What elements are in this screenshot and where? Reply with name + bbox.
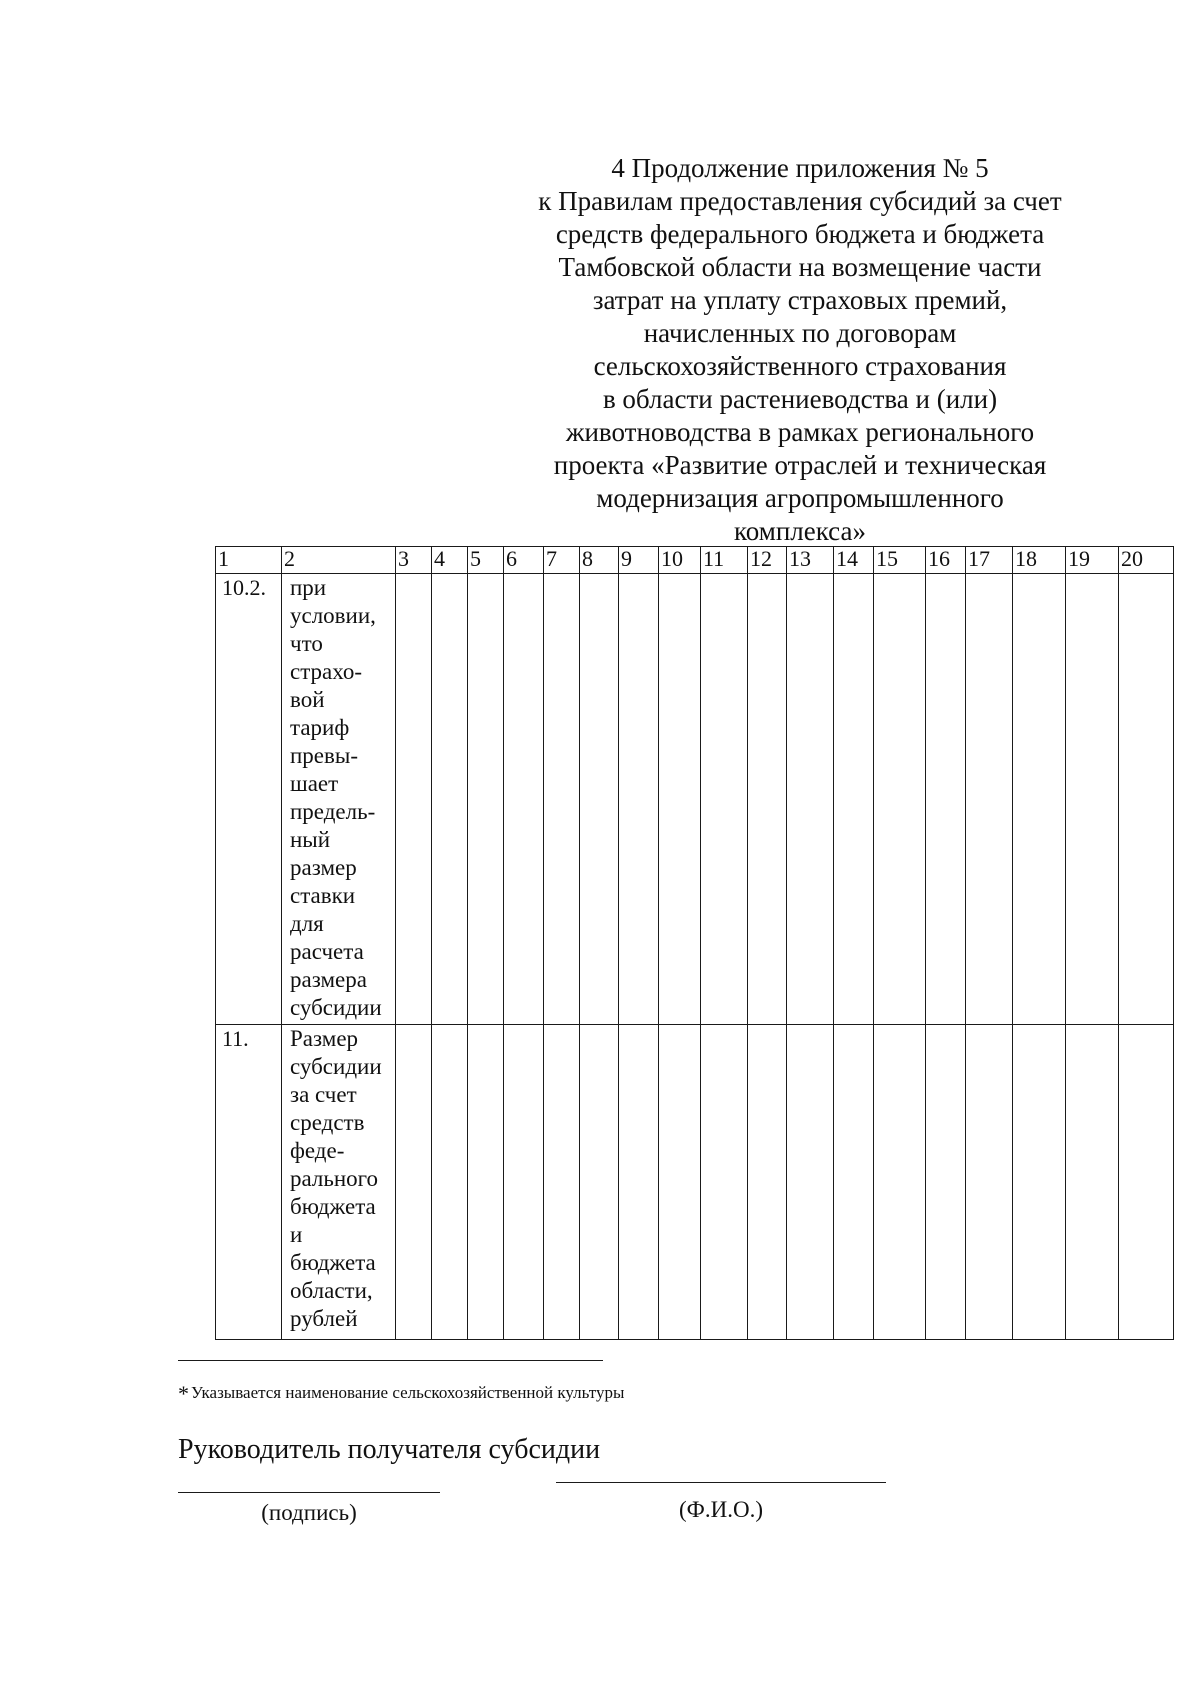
column-header: 9 <box>619 547 659 574</box>
header-line: комплекса» <box>734 516 866 546</box>
row-description-line: области, <box>290 1277 373 1303</box>
row-description-line: тариф <box>290 715 350 741</box>
footnote <box>178 1381 624 1407</box>
empty-cell <box>748 574 787 1025</box>
row-description-line: при <box>290 575 327 601</box>
column-header: 2 <box>282 547 396 574</box>
empty-cell <box>787 574 834 1025</box>
column-header: 13 <box>787 547 834 574</box>
footnote-marker: * <box>178 1381 189 1406</box>
header-line: Тамбовской области на возмещение части <box>558 252 1042 282</box>
empty-cell <box>544 574 580 1025</box>
column-header: 5 <box>468 547 504 574</box>
column-header: 20 <box>1119 547 1174 574</box>
column-header: 1 <box>216 547 282 574</box>
signature-caption: (подпись) <box>261 1500 357 1525</box>
empty-cell <box>966 1024 1013 1339</box>
empty-cell <box>787 1024 834 1339</box>
empty-cell <box>396 1024 432 1339</box>
row-description-line: шает <box>290 771 339 797</box>
row-description-line: феде- <box>290 1137 345 1163</box>
column-header: 8 <box>580 547 619 574</box>
table-row <box>216 574 1174 1025</box>
header-line: сельскохозяйственного страхования <box>593 351 1007 381</box>
empty-cell <box>1119 574 1174 1025</box>
row-description-line: и <box>290 1221 303 1247</box>
empty-cell <box>580 574 619 1025</box>
empty-cell <box>874 574 926 1025</box>
row-number: 10.2. <box>216 574 282 1025</box>
empty-cell <box>468 574 504 1025</box>
empty-cell <box>396 574 432 1025</box>
footnote-divider <box>178 1360 603 1361</box>
column-header: 16 <box>926 547 966 574</box>
header-line: средств федерального бюджета и бюджета <box>555 219 1045 249</box>
header-line: к Правилам предоставления субсидий за счет <box>538 186 1062 216</box>
signer-title: Руководитель получателя субсидии <box>178 1434 601 1465</box>
empty-cell <box>1013 574 1066 1025</box>
footnote-text: Указывается наименование сельскохозяйственной культуры <box>191 1383 625 1402</box>
column-header: 19 <box>1066 547 1119 574</box>
column-header: 17 <box>966 547 1013 574</box>
header-line: в области растениеводства и (или) <box>602 384 998 414</box>
empty-cell <box>659 1024 701 1339</box>
row-description-line: субсидии <box>290 995 382 1021</box>
row-description-line: превы- <box>290 743 358 769</box>
empty-cell <box>834 574 874 1025</box>
table-header-row <box>216 547 1174 574</box>
row-description-line: страхо- <box>290 659 363 685</box>
empty-cell <box>1013 1024 1066 1339</box>
signature-line <box>178 1492 440 1493</box>
empty-cell <box>1119 1024 1174 1339</box>
row-description-line: размер <box>290 855 357 881</box>
empty-cell <box>619 1024 659 1339</box>
row-description-line: бюджета <box>290 1249 376 1275</box>
column-header: 10 <box>659 547 701 574</box>
header-line: модернизация агропромышленного <box>596 483 1004 513</box>
row-description-line: вой <box>290 687 325 713</box>
row-description-line: Размер <box>290 1025 359 1051</box>
empty-cell <box>701 1024 748 1339</box>
row-description-line: для <box>290 911 324 937</box>
row-description-line: средств <box>290 1109 365 1135</box>
row-description-line: рального <box>290 1165 379 1191</box>
row-description-line: расчета <box>290 939 364 965</box>
header-line: животноводства в рамках регионального <box>565 417 1035 447</box>
row-description-line: субсидии <box>290 1053 382 1079</box>
header-line: 4 Продолжение приложения № 5 <box>611 153 989 183</box>
empty-cell <box>432 1024 468 1339</box>
empty-cell <box>701 574 748 1025</box>
column-header: 11 <box>701 547 748 574</box>
empty-cell <box>504 1024 544 1339</box>
empty-cell <box>504 574 544 1025</box>
empty-cell <box>659 574 701 1025</box>
row-description-line: предель- <box>290 799 376 825</box>
row-description-line: рублей <box>290 1305 358 1331</box>
empty-cell <box>834 1024 874 1339</box>
appendix-header <box>500 152 1100 548</box>
empty-cell <box>580 1024 619 1339</box>
header-line: начисленных по договорам <box>643 318 957 348</box>
name-line <box>556 1482 886 1483</box>
row-description-line: условии, <box>290 603 376 629</box>
header-line: проекта «Развитие отраслей и техническая <box>553 450 1047 480</box>
column-header: 14 <box>834 547 874 574</box>
empty-cell <box>926 574 966 1025</box>
column-header: 15 <box>874 547 926 574</box>
row-description <box>282 1024 396 1339</box>
row-description-line: ставки <box>290 883 356 909</box>
empty-cell <box>748 1024 787 1339</box>
empty-cell <box>544 1024 580 1339</box>
column-header: 18 <box>1013 547 1066 574</box>
empty-cell <box>468 1024 504 1339</box>
column-header: 6 <box>504 547 544 574</box>
empty-cell <box>926 1024 966 1339</box>
row-description-line: что <box>290 631 323 657</box>
column-header: 7 <box>544 547 580 574</box>
empty-cell <box>432 574 468 1025</box>
row-description-line: ный <box>290 827 331 853</box>
data-table <box>215 546 1174 1340</box>
row-description <box>282 574 396 1025</box>
row-number: 11. <box>216 1024 282 1339</box>
empty-cell <box>966 574 1013 1025</box>
empty-cell <box>619 574 659 1025</box>
row-description-line: размера <box>290 967 367 993</box>
empty-cell <box>1066 574 1119 1025</box>
table-row <box>216 1024 1174 1339</box>
name-caption: (Ф.И.О.) <box>679 1497 763 1522</box>
empty-cell <box>1066 1024 1119 1339</box>
row-description-line: за счет <box>290 1081 357 1107</box>
column-header: 3 <box>396 547 432 574</box>
row-description-line: бюджета <box>290 1193 376 1219</box>
column-header: 4 <box>432 547 468 574</box>
header-line: затрат на уплату страховых премий, <box>592 285 1008 315</box>
column-header: 12 <box>748 547 787 574</box>
empty-cell <box>874 1024 926 1339</box>
